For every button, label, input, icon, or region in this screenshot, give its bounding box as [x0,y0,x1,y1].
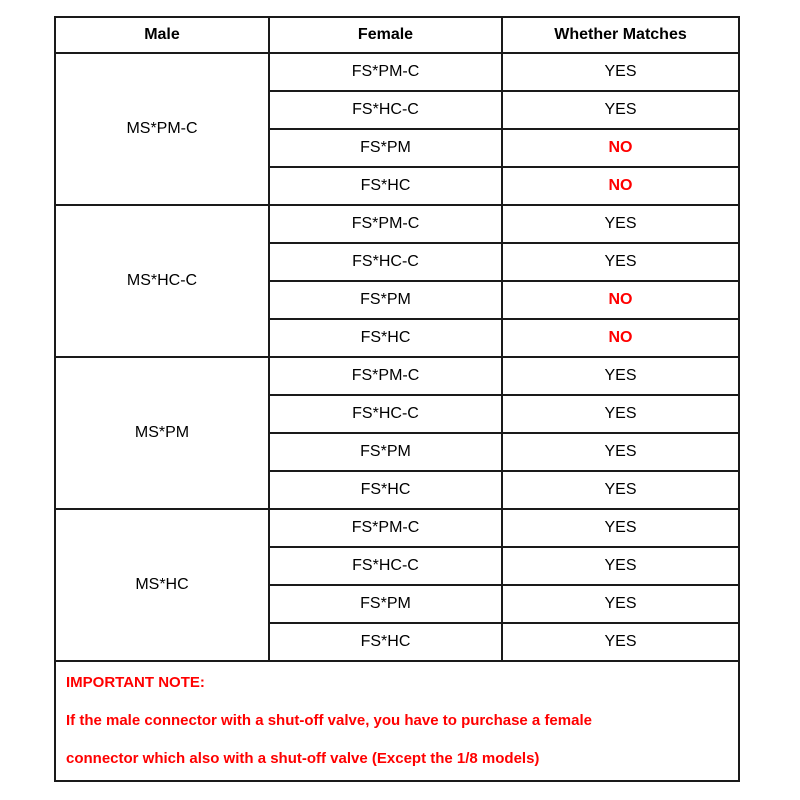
match-cell: YES [502,395,739,433]
important-note [55,661,739,781]
table-row [55,357,739,395]
note-title: IMPORTANT NOTE: [66,674,205,691]
match-cell: YES [502,205,739,243]
male-cell: MS*HC-C [55,205,269,357]
match-cell: YES [502,243,739,281]
header-whether-matches: Whether Matches [502,17,739,53]
female-cell: FS*PM [269,433,502,471]
female-cell: FS*HC-C [269,243,502,281]
table-row [55,53,739,91]
table-row [55,205,739,243]
match-cell: YES [502,357,739,395]
note-line-2: connector which also with a shut-off valve (Except the 1/8 models) [66,750,540,767]
header-male: Male [55,17,269,53]
female-cell: FS*PM-C [269,53,502,91]
match-cell: NO [502,319,739,357]
match-cell: YES [502,433,739,471]
female-cell: FS*HC-C [269,547,502,585]
note-line-1: If the male connector with a shut-off valve, you have to purchase a female [66,712,592,729]
match-cell: YES [502,509,739,547]
match-cell: YES [502,471,739,509]
female-cell: FS*HC [269,471,502,509]
match-cell: NO [502,129,739,167]
match-cell: NO [502,281,739,319]
female-cell: FS*PM-C [269,205,502,243]
male-cell: MS*HC [55,509,269,661]
header-row [55,17,739,53]
table-row [55,509,739,547]
female-cell: FS*HC-C [269,395,502,433]
female-cell: FS*PM-C [269,509,502,547]
female-cell: FS*PM [269,129,502,167]
female-cell: FS*HC [269,167,502,205]
connector-compatibility-table [54,16,740,782]
match-cell: YES [502,547,739,585]
note-row [55,661,739,781]
match-cell: YES [502,91,739,129]
male-cell: MS*PM [55,357,269,509]
table-body [55,53,739,781]
female-cell: FS*HC-C [269,91,502,129]
female-cell: FS*PM-C [269,357,502,395]
header-female: Female [269,17,502,53]
match-cell: YES [502,585,739,623]
match-cell: YES [502,623,739,661]
match-cell: NO [502,167,739,205]
female-cell: FS*PM [269,585,502,623]
match-cell: YES [502,53,739,91]
female-cell: FS*HC [269,623,502,661]
female-cell: FS*PM [269,281,502,319]
female-cell: FS*HC [269,319,502,357]
male-cell: MS*PM-C [55,53,269,205]
table-header [55,17,739,53]
